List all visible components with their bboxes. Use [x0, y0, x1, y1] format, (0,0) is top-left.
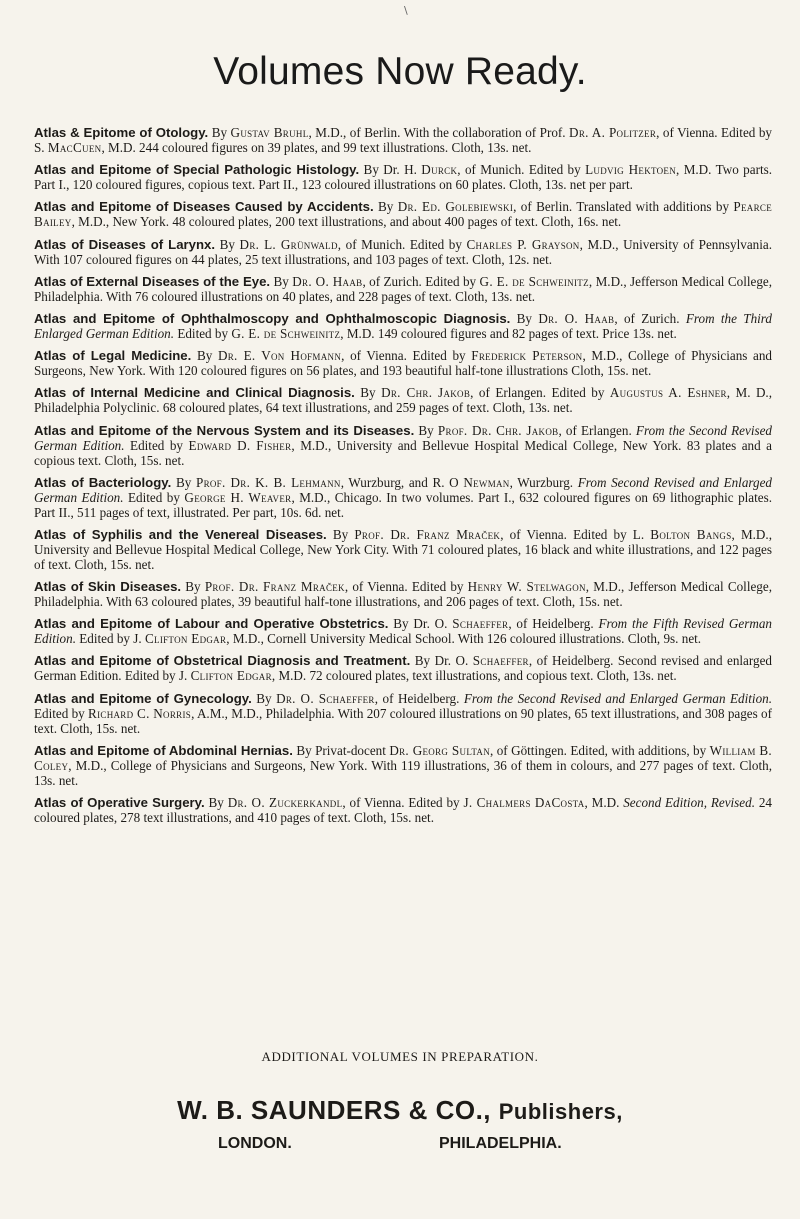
- list-item: [34, 348, 772, 378]
- entry-text: , Wurzburg.: [509, 474, 578, 490]
- entry-name: MacCuen: [47, 140, 102, 155]
- list-item: [34, 237, 772, 267]
- entry-heading: Atlas of Operative Surgery.: [34, 795, 205, 810]
- entry-heading: Atlas & Epitome of Otology.: [34, 125, 209, 140]
- entry-text: , of Vienna. Edited by: [341, 348, 472, 364]
- entry-text: , of Munich. Edited by: [457, 162, 586, 178]
- entry-text: By: [251, 690, 277, 706]
- entry-edition: From the Second Revised German Edition.: [34, 422, 772, 453]
- entry-name: Durck: [421, 162, 458, 178]
- entry-name: Richard C. Norris: [88, 705, 192, 721]
- list-item: [34, 475, 772, 520]
- entry-text: By: [171, 474, 196, 490]
- entry-text: , of Erlangen. Edited by: [470, 385, 610, 401]
- entry-text: Edited by: [174, 325, 232, 341]
- entry-text: By: [414, 422, 438, 438]
- additional-volumes-note: ADDITIONAL VOLUMES IN PREPARATION.: [261, 1049, 539, 1064]
- top-mark: \: [404, 4, 408, 17]
- entry-text: , of Erlangen.: [558, 422, 636, 438]
- entry-name: Prof. Dr. K. B. Lehmann: [195, 474, 341, 490]
- entry-name: G. E. de Schweinitz: [479, 273, 589, 289]
- entry-text: , of Vienna. Edited by L.: [500, 526, 651, 542]
- entry-name: Dr. E. Von Hofmann: [217, 348, 342, 364]
- entry-heading: Atlas of Syphilis and the Venereal Diseases.: [34, 526, 327, 542]
- entry-name: Prof. Dr. Chr. Jakob: [437, 422, 559, 438]
- entry-text: By: [208, 125, 231, 140]
- entry-text: By: [373, 199, 398, 215]
- entry-text: , M.D., University and Bellevue Hospital Medical College, New York City. With 71 coloured plates, 16 black and white illustrations, and 122 pages of text. Cloth, 15s. net.: [34, 526, 772, 572]
- publisher-name: W. B. SAUNDERS & CO.,: [177, 1095, 492, 1125]
- entry-heading: Atlas of Internal Medicine and Clinical Diagnosis.: [34, 385, 355, 401]
- entry-name: Clifton Edgar: [144, 631, 227, 647]
- entry-heading: Atlas of External Diseases of the Eye.: [34, 273, 271, 289]
- entry-heading: Atlas of Legal Medicine.: [34, 348, 192, 364]
- list-item: [34, 385, 772, 415]
- list-item: [34, 125, 772, 155]
- entry-text: Edited by: [123, 489, 185, 505]
- entry-name: Pearce Bailey: [34, 199, 772, 230]
- entry-text: , of Vienna. Edited by: [342, 795, 464, 810]
- entry-text: By Dr. H.: [359, 162, 422, 178]
- entry-edition: Second Edition, Revised.: [623, 795, 755, 810]
- entry-name: Henry W. Stelwagon: [467, 579, 586, 595]
- entry-name: Dr. Chr. Jakob: [381, 385, 471, 401]
- entry-name: Ludvig Hektoen: [585, 162, 677, 178]
- entry-text: , A.M., M.D., Philadelphia. With 207 coloured illustrations on 90 plates, 65 text illustrations, and 308 pages of text. Cloth, 15s. net.: [34, 705, 773, 736]
- entry-name: Dr. Georg Sultan: [389, 742, 490, 758]
- entry-heading: Atlas and Epitome of Obstetrical Diagnosis and Treatment.: [34, 653, 411, 669]
- page-title: Volumes Now Ready.: [213, 50, 587, 93]
- entry-text: , M.D., University and Bellevue Hospital Medical College, New York. 83 plates and a copious text. Cloth, 15s. net.: [34, 437, 773, 468]
- entry-text: , M. D., Philadelphia Polyclinic. 68 coloured plates, 64 text illustrations, and 259 pages of text. Cloth, 13s. net.: [34, 385, 772, 416]
- entry-name: Schaeffer: [472, 653, 529, 669]
- list-item: [34, 653, 772, 683]
- entry-name: Dr. O. Haab: [538, 310, 615, 326]
- list-item: [34, 527, 772, 572]
- entry-text: , M.D. Two parts. Part I., 120 coloured figures, copious text. Part II., 123 coloured illustrations on 60 plates. Cloth, 13s. net per part.: [34, 162, 773, 193]
- list-item: [34, 743, 772, 788]
- entry-name: William B. Coley: [34, 742, 773, 773]
- entry-text: , of Heidelberg. Second revised and enlarged German Edition. Edited by J.: [34, 653, 772, 684]
- list-item: [34, 311, 772, 341]
- entry-heading: Atlas of Bacteriology.: [34, 474, 172, 490]
- entry-text: , of Berlin. Translated with additions by: [513, 199, 734, 215]
- entry-name: Prof. Dr. Franz Mraček: [204, 579, 345, 595]
- entry-name: Bolton Bangs: [650, 526, 732, 542]
- entry-text: By: [510, 310, 539, 326]
- entry-edition: From the Second Revised and Enlarged German Edition.: [463, 690, 772, 706]
- entry-name: Dr. O. Schaeffer: [276, 690, 375, 706]
- entry-text: , M.D. 72 coloured plates, text illustrations, and copious text. Cloth, 13s. net.: [271, 668, 677, 684]
- entry-text: By: [326, 526, 355, 542]
- entry-heading: Atlas and Epitome of Abdominal Hernias.: [34, 742, 293, 758]
- entry-text: , of Munich. Edited by: [337, 236, 467, 252]
- entry-text: By: [354, 385, 382, 401]
- entry-text: , of Göttingen. Edited, with additions, by: [490, 742, 710, 758]
- entry-edition: From the Fifth Revised German Edition.: [34, 616, 772, 647]
- entry-text: , M.D., Cornell University Medical School. With 126 coloured illustrations. Cloth, 9s. net.: [226, 631, 702, 647]
- entry-text: , M.D. 244 coloured figures on 39 plates, and 99 text illustrations. Cloth, 13s. net.: [101, 140, 532, 155]
- entry-text: , of Heidelberg.: [508, 616, 599, 632]
- list-item: [34, 795, 772, 825]
- entry-name: Charles P. Grayson: [466, 236, 580, 252]
- entry-text: By Dr. O.: [388, 616, 453, 632]
- list-item: [34, 199, 772, 229]
- entry-text: By: [215, 236, 240, 252]
- entry-text: , M.D., Jefferson Medical College, Philadelphia. With 63 coloured plates, 39 beautiful half-tone illustrations, and 206 pages of text. Cloth, 15s. net.: [34, 579, 772, 610]
- entry-text: , M.D., College of Physicians and Surgeons, New York. With 119 illustrations, 36 of them in colours, and 277 pages of text. Cloth, 13s. net.: [34, 757, 772, 788]
- entry-text: , M.D., Jefferson Medical College, Philadelphia. With 76 coloured illustrations on 40 plates, and 228 pages of text. Cloth, 13s. net.: [34, 273, 773, 304]
- entry-heading: Atlas and Epitome of Labour and Operative Obstetrics.: [34, 616, 389, 632]
- entry-name: Dr. O. Haab: [292, 273, 363, 289]
- list-item: [34, 691, 772, 736]
- list-item: [34, 274, 772, 304]
- entry-text: , M.D., College of Physicians and Surgeons, New York. With 120 coloured figures on 56 plates, and 193 beautiful half-tone illustrations Cloth, 15s. net.: [34, 348, 772, 379]
- entry-edition: From the Third Enlarged German Edition.: [34, 310, 773, 341]
- entry-heading: Atlas and Epitome of Gynecology.: [34, 690, 252, 706]
- entry-name: Dr. O. Zuckerkandl: [227, 795, 343, 810]
- entry-name: George H. Weaver: [184, 489, 292, 505]
- entry-name: Gustav Bruhl: [230, 125, 309, 140]
- entry-name: Augustus A. Eshner: [609, 385, 727, 401]
- entry-text: , M.D., Chicago. In two volumes. Part I., 632 coloured figures on 69 lithographic plates. Part II., 511 pages of text, illustrated. Per part, 10s. 6d. net.: [34, 489, 773, 520]
- entry-name: Prof. Dr. Franz Mraček: [354, 526, 501, 542]
- entry-text: , M.D. 149 coloured figures and 82 pages of text. Price 13s. net.: [340, 325, 677, 341]
- entry-heading: Atlas and Epitome of the Nervous System and its Diseases.: [34, 422, 415, 438]
- entry-text: By: [191, 348, 218, 364]
- entry-text: , M.D., of Berlin. With the collaboration of Prof.: [308, 125, 570, 140]
- entry-name: Dr. A. Politzer: [569, 125, 657, 140]
- entry-text: Edited by J.: [75, 631, 145, 647]
- publisher-line: [0, 1095, 800, 1126]
- entry-name: J. Chalmers DaCosta: [463, 795, 585, 810]
- entry-heading: Atlas and Epitome of Diseases Caused by Accidents.: [34, 199, 374, 215]
- entry-name: Edward D. Fisher: [188, 437, 292, 453]
- entry-text: , M.D., New York. 48 coloured plates, 200 text illustrations, and about 400 pages of text. Cloth, 16s. net.: [71, 214, 622, 230]
- entry-text: , M.D.: [584, 795, 624, 810]
- city-philadelphia: PHILADELPHIA.: [439, 1135, 562, 1152]
- entry-text: By Dr. O.: [410, 653, 473, 669]
- city-london: LONDON.: [218, 1135, 292, 1152]
- entry-heading: Atlas and Epitome of Ophthalmoscopy and Ophthalmoscopic Diagnosis.: [34, 310, 511, 326]
- entry-heading: Atlas of Skin Diseases.: [34, 579, 182, 595]
- entry-name: Clifton Edgar: [190, 668, 272, 684]
- entry-text: 24 coloured plates, 278 text illustrations, and 410 pages of text. Cloth, 15s. net.: [34, 795, 772, 825]
- entry-text: By Privat-docent: [292, 742, 390, 758]
- list-item: [34, 616, 772, 646]
- volume-list: [34, 125, 772, 832]
- entry-text: , of Heidelberg.: [374, 690, 464, 706]
- list-item: [34, 579, 772, 609]
- entry-text: , Wurzburg, and R. O: [340, 474, 464, 490]
- list-item: [34, 162, 772, 192]
- entry-name: G. E. de Schweinitz: [231, 325, 341, 341]
- entry-text: Edited by: [124, 437, 189, 453]
- entry-text: By: [270, 273, 293, 289]
- entry-name: Newman: [463, 474, 510, 490]
- entry-text: By: [181, 579, 205, 595]
- entry-name: Frederick Peterson: [471, 348, 583, 364]
- entry-edition: From Second Revised and Enlarged German Edition.: [34, 474, 772, 505]
- entry-text: , of Vienna. Edited by S.: [34, 125, 772, 155]
- entry-text: , of Zurich. Edited by: [362, 273, 480, 289]
- entry-text: Edited by: [34, 705, 89, 721]
- entry-text: , M.D., University of Pennsylvania. With 107 coloured figures on 44 plates, 25 text illustrations, and 103 pages of text. Cloth, 12s. net.: [34, 236, 772, 267]
- entry-heading: Atlas and Epitome of Special Pathologic Histology.: [34, 162, 360, 178]
- entry-name: Dr. Ed. Golebiewski: [397, 199, 514, 215]
- entry-name: Dr. L. Grünwald: [239, 236, 338, 252]
- entry-text: By: [204, 795, 228, 810]
- entry-text: , of Zurich.: [614, 310, 686, 326]
- entry-heading: Atlas of Diseases of Larynx.: [34, 236, 216, 252]
- publisher-role: Publishers,: [498, 1099, 623, 1124]
- list-item: [34, 423, 772, 468]
- entry-text: , of Vienna. Edited by: [344, 579, 468, 595]
- entry-name: Schaeffer: [452, 616, 509, 632]
